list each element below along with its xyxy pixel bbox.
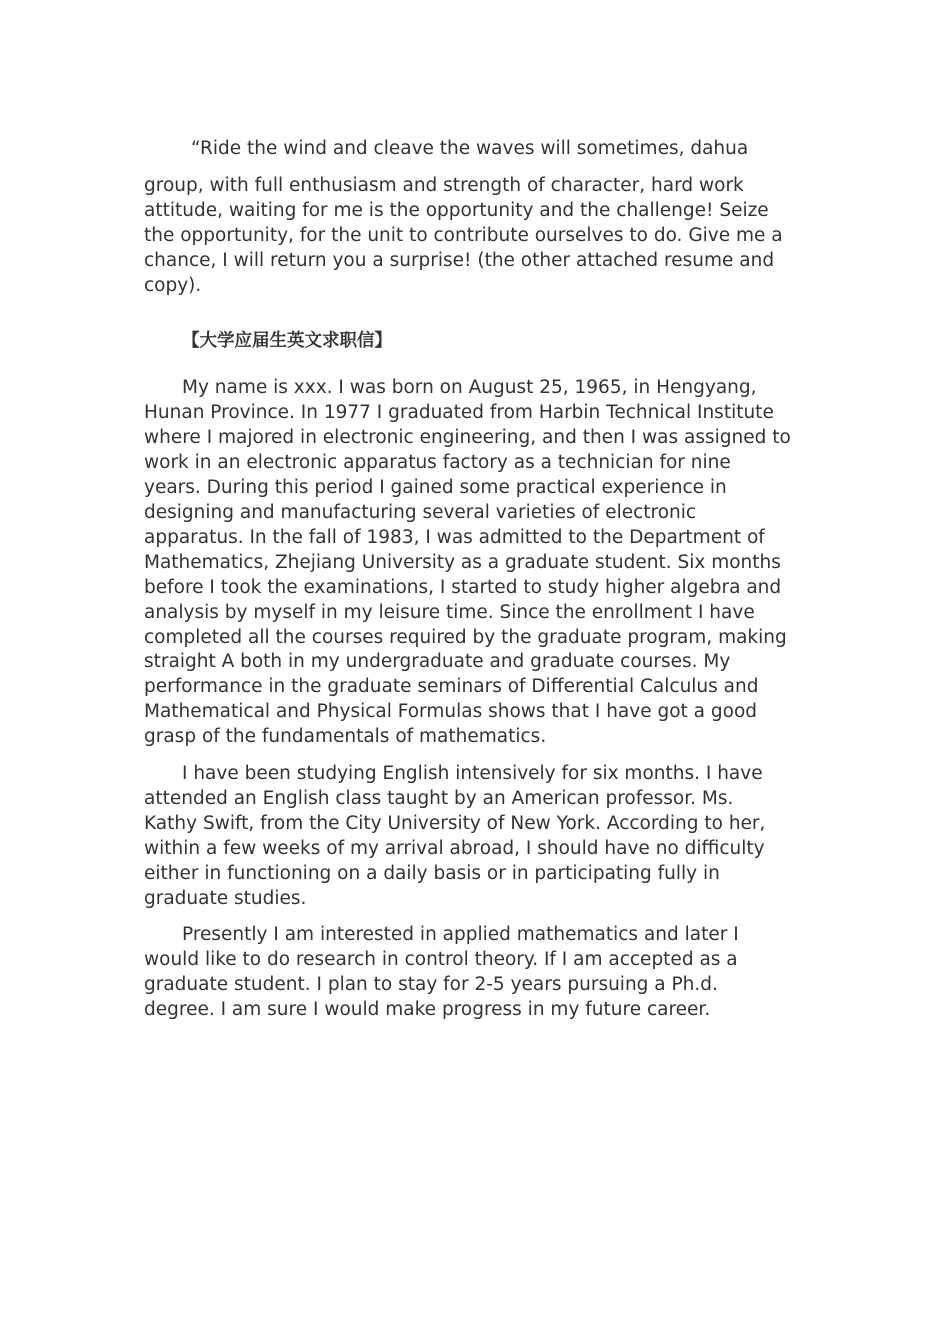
body-paragraph-1: My name is xxx. I was born on August 25, 1965, in Hengyang, Hunan Province. In 1977 I graduated from Harbin Technical Institute where I majored in electronic engineering, and then I was assigned to work in an electronic apparatus factory as a technician for nine years. During this period I gained some practical experience in designing and manufacturing several varieties of electronic apparatus. In the fall of 1983, I was admitted to the Department of Mathematics, Zhejiang University as a graduate student. Six months before I took the examinations, I started to study higher algebra and analysis by myself in my leisure time. Since the enrollment I have completed all the courses required by the graduate program, making straight A both in my undergraduate and graduate courses. My performance in the graduate seminars of Differential Calculus and Mathematical and Physical Formulas shows that I have got a good grasp of the fundamentals of mathematics.	[144, 377, 791, 748]
body-paragraph-3: Presently I am interested in applied mathematics and later I would like to do research in control theory. If I am accepted as a graduate student. I plan to stay for 2-5 years pursuing a Ph.d. degree. I am sure I would make progress in my future career.	[144, 924, 739, 1021]
body-paragraph-2: I have been studying English intensively for six months. I have attended an English class taught by an American professor. Ms. Kathy Swift, from the City University of New York. According to her, within a few weeks of my arrival abroad, I should have no difficulty either in functioning on a daily basis or in participating fully in graduate studies.	[144, 763, 766, 909]
section-heading: 【大学应届生英文求职信】	[182, 331, 392, 352]
opening-line: “Ride the wind and cleave the waves will sometimes, dahua	[191, 138, 749, 159]
opening-paragraph: group, with full enthusiasm and strength of character, hard work attitude, waiting for me is the opportunity and the challenge! Seize the opportunity, for the unit to contribute ourselves to do. Give me a chance, I will return you a surprise! (the other attached resume and copy).	[144, 174, 783, 296]
document-body	[144, 137, 792, 1023]
